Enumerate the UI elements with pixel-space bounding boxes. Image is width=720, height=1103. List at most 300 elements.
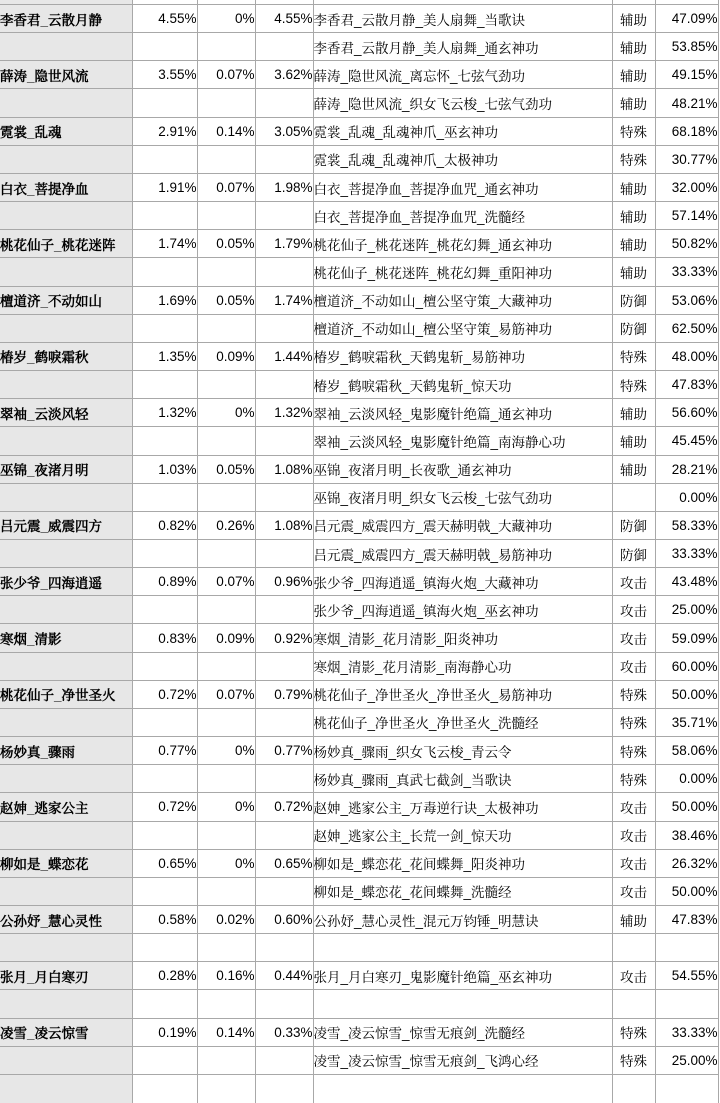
cell-name[interactable]: 公孙妤_慧心灵性 xyxy=(0,906,132,934)
cell-rate[interactable]: 0.00% xyxy=(655,765,718,793)
cell-role[interactable]: 辅助 xyxy=(612,5,655,33)
cell-name[interactable]: 椿岁_鹤唳霜秋 xyxy=(0,342,132,370)
cell-secondary[interactable] xyxy=(197,33,255,61)
cell-rate[interactable] xyxy=(655,990,718,1018)
cell-rate[interactable]: 49.15% xyxy=(655,61,718,89)
cell-total[interactable]: 0.92% xyxy=(255,624,313,652)
cell-build[interactable]: 寒烟_清影_花月清影_南海静心功 xyxy=(313,652,612,680)
cell-name[interactable]: 凌雪_凌云惊雪 xyxy=(0,1018,132,1046)
cell-role[interactable]: 辅助 xyxy=(612,33,655,61)
cell-rate[interactable]: 56.60% xyxy=(655,399,718,427)
cell-secondary[interactable]: 0.09% xyxy=(197,342,255,370)
cell-role[interactable]: 攻击 xyxy=(612,962,655,990)
cell-rate[interactable]: 33.33% xyxy=(655,539,718,567)
cell-build[interactable]: 桃花仙子_桃花迷阵_桃花幻舞_通玄神功 xyxy=(313,230,612,258)
cell-overall[interactable]: 0.83% xyxy=(132,624,197,652)
cell-name[interactable] xyxy=(0,258,132,286)
cell-name[interactable] xyxy=(0,427,132,455)
cell-overall[interactable] xyxy=(132,539,197,567)
cell-rate[interactable]: 0.00% xyxy=(655,483,718,511)
table-row xyxy=(0,793,718,821)
cell-build[interactable]: 霓裳_乱魂_乱魂神爪_巫玄神功 xyxy=(313,117,612,145)
cell-total[interactable]: 1.32% xyxy=(255,399,313,427)
cell-total[interactable]: 1.79% xyxy=(255,230,313,258)
cell-name[interactable]: 霓裳_乱魂 xyxy=(0,117,132,145)
cell-name[interactable] xyxy=(0,990,132,1018)
cell-role[interactable]: 防御 xyxy=(612,314,655,342)
cell-build[interactable]: 檀道济_不动如山_檀公坚守策_大藏神功 xyxy=(313,286,612,314)
cell-name[interactable]: 张月_月白寒刃 xyxy=(0,962,132,990)
cell-build[interactable]: 薛涛_隐世风流_离忘怀_七弦气劲功 xyxy=(313,61,612,89)
cell-secondary[interactable] xyxy=(197,877,255,905)
cell-build[interactable]: 吕元震_威震四方_震天赫明戟_易筋神功 xyxy=(313,539,612,567)
cell-build[interactable]: 椿岁_鹤唳霜秋_天鹤鬼斩_惊天功 xyxy=(313,371,612,399)
cell-secondary[interactable] xyxy=(197,427,255,455)
cell-build[interactable]: 巫锦_夜渚月明_织女飞云梭_七弦气劲功 xyxy=(313,483,612,511)
cell-rate[interactable]: 43.48% xyxy=(655,568,718,596)
cell-secondary[interactable] xyxy=(197,258,255,286)
cell-total[interactable] xyxy=(255,258,313,286)
cell-overall[interactable]: 0.82% xyxy=(132,511,197,539)
cell-rate[interactable]: 58.06% xyxy=(655,737,718,765)
cell-total[interactable] xyxy=(255,145,313,173)
cell-name[interactable]: 杨妙真_骤雨 xyxy=(0,737,132,765)
cell-rate[interactable]: 68.18% xyxy=(655,117,718,145)
cell-build[interactable]: 薛涛_隐世风流_织女飞云梭_七弦气劲功 xyxy=(313,89,612,117)
cell-total[interactable]: 0.79% xyxy=(255,680,313,708)
cell-build[interactable]: 赵妽_逃家公主_万毒逆行诀_太极神功 xyxy=(313,793,612,821)
cell-overall[interactable]: 0.72% xyxy=(132,680,197,708)
cell-rate[interactable]: 47.09% xyxy=(655,5,718,33)
table-row xyxy=(0,173,718,201)
cell-total[interactable] xyxy=(255,1046,313,1074)
table-row xyxy=(0,314,718,342)
cell-build[interactable]: 翠袖_云淡风轻_鬼影魔针绝篇_南海静心功 xyxy=(313,427,612,455)
cell-overall[interactable]: 4.55% xyxy=(132,5,197,33)
table-row xyxy=(0,230,718,258)
cell-total[interactable]: 1.44% xyxy=(255,342,313,370)
cell-secondary[interactable] xyxy=(197,765,255,793)
cell-overall[interactable]: 1.69% xyxy=(132,286,197,314)
cell-name[interactable]: 张少爷_四海逍遥 xyxy=(0,568,132,596)
cell-rate[interactable]: 59.09% xyxy=(655,624,718,652)
cell-role[interactable]: 特殊 xyxy=(612,117,655,145)
cell-overall[interactable] xyxy=(132,145,197,173)
cell-rate[interactable]: 50.00% xyxy=(655,680,718,708)
cell-name[interactable] xyxy=(0,596,132,624)
cell-overall[interactable]: 0.89% xyxy=(132,568,197,596)
cell-overall[interactable] xyxy=(132,371,197,399)
cell-build[interactable]: 凌雪_凌云惊雪_惊雪无痕剑_飞鸿心经 xyxy=(313,1046,612,1074)
cell-secondary[interactable] xyxy=(197,314,255,342)
cell-total[interactable] xyxy=(255,427,313,455)
cell-rate[interactable]: 57.14% xyxy=(655,202,718,230)
cell-secondary[interactable]: 0.14% xyxy=(197,1018,255,1046)
cell-secondary[interactable]: 0% xyxy=(197,737,255,765)
cell-secondary[interactable]: 0.07% xyxy=(197,61,255,89)
cell-name[interactable] xyxy=(0,934,132,962)
cell-total[interactable] xyxy=(255,539,313,567)
cell-secondary[interactable] xyxy=(197,483,255,511)
cell-secondary[interactable]: 0.05% xyxy=(197,455,255,483)
cell-role[interactable]: 特殊 xyxy=(612,708,655,736)
cell-total[interactable] xyxy=(255,652,313,680)
cell-name[interactable] xyxy=(0,877,132,905)
cell-role[interactable]: 辅助 xyxy=(612,906,655,934)
cell-overall[interactable] xyxy=(132,483,197,511)
cell-overall[interactable] xyxy=(132,596,197,624)
cell-build[interactable]: 白衣_菩提净血_菩提净血咒_洗髓经 xyxy=(313,202,612,230)
cell-secondary[interactable] xyxy=(197,371,255,399)
cell-role[interactable]: 辅助 xyxy=(612,427,655,455)
table-row xyxy=(0,821,718,849)
cell-secondary[interactable] xyxy=(197,89,255,117)
cell-name[interactable]: 翠袖_云淡风轻 xyxy=(0,399,132,427)
table-row xyxy=(0,61,718,89)
cell-name[interactable]: 桃花仙子_净世圣火 xyxy=(0,680,132,708)
table-row xyxy=(0,399,718,427)
cell-role[interactable]: 辅助 xyxy=(612,202,655,230)
cell-build[interactable]: 翠袖_云淡风轻_鬼影魔针绝篇_通玄神功 xyxy=(313,399,612,427)
cell-overall[interactable]: 1.35% xyxy=(132,342,197,370)
cell-total[interactable]: 0.72% xyxy=(255,793,313,821)
cell-build[interactable]: 张月_月白寒刃_鬼影魔针绝篇_巫玄神功 xyxy=(313,962,612,990)
cell-overall[interactable] xyxy=(132,765,197,793)
cell-build[interactable] xyxy=(313,934,612,962)
cell-secondary[interactable]: 0.05% xyxy=(197,230,255,258)
cell-secondary[interactable]: 0.07% xyxy=(197,173,255,201)
cell-name[interactable] xyxy=(0,202,132,230)
cell-secondary[interactable] xyxy=(197,202,255,230)
cell-overall[interactable]: 0.77% xyxy=(132,737,197,765)
cell-build[interactable]: 杨妙真_骤雨_织女飞云梭_青云令 xyxy=(313,737,612,765)
cell-role[interactable]: 特殊 xyxy=(612,342,655,370)
cell-role[interactable]: 辅助 xyxy=(612,230,655,258)
cell-overall[interactable] xyxy=(132,1046,197,1074)
cell-overall[interactable]: 1.91% xyxy=(132,173,197,201)
cell-build[interactable]: 巫锦_夜渚月明_长夜歌_通玄神功 xyxy=(313,455,612,483)
cell-build[interactable]: 霓裳_乱魂_乱魂神爪_太极神功 xyxy=(313,145,612,173)
table-row xyxy=(0,342,718,370)
cell-overall[interactable] xyxy=(132,1074,197,1102)
cell-secondary[interactable]: 0% xyxy=(197,793,255,821)
table-row xyxy=(0,483,718,511)
cell-build[interactable]: 柳如是_蝶恋花_花间蝶舞_洗髓经 xyxy=(313,877,612,905)
cell-total[interactable]: 1.74% xyxy=(255,286,313,314)
cell-total[interactable] xyxy=(255,1074,313,1102)
cell-build[interactable]: 凌雪_凌云惊雪_惊雪无痕剑_洗髓经 xyxy=(313,1018,612,1046)
cell-role[interactable]: 辅助 xyxy=(612,89,655,117)
cell-name[interactable] xyxy=(0,539,132,567)
cell-name[interactable] xyxy=(0,371,132,399)
cell-name[interactable] xyxy=(0,145,132,173)
cell-name[interactable] xyxy=(0,89,132,117)
cell-rate[interactable]: 30.77% xyxy=(655,145,718,173)
cell-overall[interactable] xyxy=(132,258,197,286)
cell-name[interactable]: 寒烟_清影 xyxy=(0,624,132,652)
cell-rate[interactable]: 54.55% xyxy=(655,962,718,990)
cell-rate[interactable]: 50.82% xyxy=(655,230,718,258)
cell-build[interactable]: 吕元震_威震四方_震天赫明戟_大藏神功 xyxy=(313,511,612,539)
cell-role[interactable]: 辅助 xyxy=(612,455,655,483)
cell-secondary[interactable] xyxy=(197,596,255,624)
cell-name[interactable]: 柳如是_蝶恋花 xyxy=(0,849,132,877)
cell-build[interactable] xyxy=(313,1074,612,1102)
cell-build[interactable]: 赵妽_逃家公主_长荒一剑_惊天功 xyxy=(313,821,612,849)
cell-overall[interactable] xyxy=(132,652,197,680)
cell-total[interactable]: 0.60% xyxy=(255,906,313,934)
cell-build[interactable]: 白衣_菩提净血_菩提净血咒_通玄神功 xyxy=(313,173,612,201)
cell-name[interactable]: 白衣_菩提净血 xyxy=(0,173,132,201)
cell-overall[interactable]: 0.65% xyxy=(132,849,197,877)
cell-role[interactable] xyxy=(612,990,655,1018)
cell-total[interactable]: 1.08% xyxy=(255,511,313,539)
cell-role[interactable]: 辅助 xyxy=(612,61,655,89)
cell-secondary[interactable] xyxy=(197,990,255,1018)
cell-overall[interactable] xyxy=(132,934,197,962)
cell-role[interactable]: 防御 xyxy=(612,286,655,314)
cell-rate[interactable]: 48.00% xyxy=(655,342,718,370)
cell-rate[interactable]: 38.46% xyxy=(655,821,718,849)
cell-secondary[interactable]: 0% xyxy=(197,5,255,33)
cell-build[interactable]: 檀道济_不动如山_檀公坚守策_易筋神功 xyxy=(313,314,612,342)
cell-overall[interactable]: 1.74% xyxy=(132,230,197,258)
cell-overall[interactable]: 0.72% xyxy=(132,793,197,821)
table-row xyxy=(0,511,718,539)
cell-total[interactable]: 0.77% xyxy=(255,737,313,765)
table-row xyxy=(0,258,718,286)
cell-rate[interactable]: 32.00% xyxy=(655,173,718,201)
cell-total[interactable]: 0.44% xyxy=(255,962,313,990)
cell-name[interactable]: 桃花仙子_桃花迷阵 xyxy=(0,230,132,258)
cell-build[interactable]: 柳如是_蝶恋花_花间蝶舞_阳炎神功 xyxy=(313,849,612,877)
cell-role[interactable]: 特殊 xyxy=(612,145,655,173)
cell-build[interactable]: 公孙妤_慧心灵性_混元万钧锤_明慧诀 xyxy=(313,906,612,934)
cell-rate[interactable] xyxy=(655,934,718,962)
cell-secondary[interactable]: 0% xyxy=(197,849,255,877)
cell-overall[interactable] xyxy=(132,708,197,736)
cell-total[interactable] xyxy=(255,934,313,962)
cell-name[interactable] xyxy=(0,33,132,61)
cell-name[interactable]: 李香君_云散月静 xyxy=(0,5,132,33)
cell-build[interactable]: 杨妙真_骤雨_真武七截剑_当歌诀 xyxy=(313,765,612,793)
cell-rate[interactable]: 47.83% xyxy=(655,906,718,934)
cell-role[interactable]: 攻击 xyxy=(612,568,655,596)
cell-total[interactable]: 1.98% xyxy=(255,173,313,201)
cell-total[interactable] xyxy=(255,483,313,511)
cell-role[interactable]: 攻击 xyxy=(612,596,655,624)
table-row xyxy=(0,145,718,173)
cell-secondary[interactable]: 0.14% xyxy=(197,117,255,145)
cell-build[interactable]: 李香君_云散月静_美人扇舞_通玄神功 xyxy=(313,33,612,61)
cell-role[interactable]: 攻击 xyxy=(612,624,655,652)
cell-name[interactable]: 赵妽_逃家公主 xyxy=(0,793,132,821)
table-row xyxy=(0,1018,718,1046)
cell-overall[interactable] xyxy=(132,89,197,117)
table-row xyxy=(0,427,718,455)
cell-rate[interactable]: 53.06% xyxy=(655,286,718,314)
cell-build[interactable]: 李香君_云散月静_美人扇舞_当歌诀 xyxy=(313,5,612,33)
cell-build[interactable]: 张少爷_四海逍遥_镇海火炮_巫玄神功 xyxy=(313,596,612,624)
cell-total[interactable]: 3.05% xyxy=(255,117,313,145)
cell-secondary[interactable] xyxy=(197,934,255,962)
cell-overall[interactable] xyxy=(132,990,197,1018)
cell-total[interactable] xyxy=(255,33,313,61)
table-row xyxy=(0,737,718,765)
cell-build[interactable]: 张少爷_四海逍遥_镇海火炮_大藏神功 xyxy=(313,568,612,596)
cell-secondary[interactable]: 0% xyxy=(197,399,255,427)
cell-rate[interactable]: 25.00% xyxy=(655,596,718,624)
cell-role[interactable] xyxy=(612,1074,655,1102)
cell-build[interactable]: 桃花仙子_净世圣火_净世圣火_易筋神功 xyxy=(313,680,612,708)
cell-role[interactable]: 特殊 xyxy=(612,371,655,399)
cell-overall[interactable]: 2.91% xyxy=(132,117,197,145)
cell-rate[interactable]: 53.85% xyxy=(655,33,718,61)
cell-role[interactable]: 辅助 xyxy=(612,258,655,286)
cell-overall[interactable]: 1.32% xyxy=(132,399,197,427)
cell-total[interactable] xyxy=(255,990,313,1018)
cell-rate[interactable]: 33.33% xyxy=(655,1018,718,1046)
cell-total[interactable] xyxy=(255,596,313,624)
cell-name[interactable]: 檀道济_不动如山 xyxy=(0,286,132,314)
cell-total[interactable] xyxy=(255,202,313,230)
cell-secondary[interactable] xyxy=(197,145,255,173)
cell-overall[interactable] xyxy=(132,427,197,455)
cell-name[interactable] xyxy=(0,314,132,342)
cell-role[interactable]: 辅助 xyxy=(612,173,655,201)
cell-total[interactable] xyxy=(255,371,313,399)
cell-total[interactable] xyxy=(255,89,313,117)
table-row xyxy=(0,708,718,736)
cell-overall[interactable]: 1.03% xyxy=(132,455,197,483)
cell-name[interactable] xyxy=(0,483,132,511)
table-row xyxy=(0,371,718,399)
cell-rate[interactable]: 50.00% xyxy=(655,877,718,905)
table-row xyxy=(0,202,718,230)
cell-secondary[interactable]: 0.09% xyxy=(197,624,255,652)
table-row xyxy=(0,33,718,61)
cell-rate[interactable]: 50.00% xyxy=(655,793,718,821)
cell-secondary[interactable]: 0.05% xyxy=(197,286,255,314)
cell-role[interactable]: 攻击 xyxy=(612,652,655,680)
cell-name[interactable] xyxy=(0,1074,132,1102)
cell-name[interactable] xyxy=(0,821,132,849)
cell-rate[interactable]: 35.71% xyxy=(655,708,718,736)
cell-overall[interactable]: 0.19% xyxy=(132,1018,197,1046)
cell-total[interactable] xyxy=(255,877,313,905)
cell-total[interactable] xyxy=(255,314,313,342)
cell-secondary[interactable]: 0.26% xyxy=(197,511,255,539)
cell-total[interactable]: 0.33% xyxy=(255,1018,313,1046)
cell-name[interactable]: 巫锦_夜渚月明 xyxy=(0,455,132,483)
partial-row-bottom xyxy=(0,1074,718,1102)
cell-role[interactable]: 攻击 xyxy=(612,821,655,849)
cell-rate[interactable]: 60.00% xyxy=(655,652,718,680)
cell-secondary[interactable]: 0.16% xyxy=(197,962,255,990)
cell-total[interactable]: 0.65% xyxy=(255,849,313,877)
cell-rate[interactable]: 47.83% xyxy=(655,371,718,399)
cell-overall[interactable]: 3.55% xyxy=(132,61,197,89)
cell-total[interactable]: 0.96% xyxy=(255,568,313,596)
cell-overall[interactable]: 0.28% xyxy=(132,962,197,990)
cell-overall[interactable] xyxy=(132,821,197,849)
cell-build[interactable]: 桃花仙子_净世圣火_净世圣火_洗髓经 xyxy=(313,708,612,736)
cell-secondary[interactable] xyxy=(197,1046,255,1074)
cell-total[interactable]: 4.55% xyxy=(255,5,313,33)
cell-secondary[interactable] xyxy=(197,539,255,567)
cell-name[interactable] xyxy=(0,1046,132,1074)
cell-secondary[interactable]: 0.02% xyxy=(197,906,255,934)
cell-name[interactable]: 吕元震_威震四方 xyxy=(0,511,132,539)
cell-total[interactable] xyxy=(255,765,313,793)
cell-overall[interactable]: 0.58% xyxy=(132,906,197,934)
cell-rate[interactable]: 48.21% xyxy=(655,89,718,117)
cell-total[interactable] xyxy=(255,708,313,736)
cell-rate[interactable]: 45.45% xyxy=(655,427,718,455)
table-row xyxy=(0,934,718,962)
table-row xyxy=(0,962,718,990)
cell-secondary[interactable] xyxy=(197,1074,255,1102)
cell-build[interactable]: 寒烟_清影_花月清影_阳炎神功 xyxy=(313,624,612,652)
cell-role[interactable]: 攻击 xyxy=(612,877,655,905)
cell-role[interactable]: 特殊 xyxy=(612,680,655,708)
cell-role[interactable]: 特殊 xyxy=(612,737,655,765)
table-row xyxy=(0,624,718,652)
cell-secondary[interactable]: 0.07% xyxy=(197,680,255,708)
table-body xyxy=(0,5,718,1075)
cell-name[interactable] xyxy=(0,652,132,680)
cell-role[interactable] xyxy=(612,483,655,511)
table-row xyxy=(0,652,718,680)
cell-overall[interactable] xyxy=(132,314,197,342)
cell-total[interactable]: 1.08% xyxy=(255,455,313,483)
cell-overall[interactable] xyxy=(132,202,197,230)
cell-build[interactable]: 桃花仙子_桃花迷阵_桃花幻舞_重阳神功 xyxy=(313,258,612,286)
cell-name[interactable]: 薛涛_隐世风流 xyxy=(0,61,132,89)
cell-name[interactable] xyxy=(0,708,132,736)
cell-rate[interactable]: 62.50% xyxy=(655,314,718,342)
cell-overall[interactable] xyxy=(132,33,197,61)
cell-secondary[interactable]: 0.07% xyxy=(197,568,255,596)
cell-name[interactable] xyxy=(0,765,132,793)
cell-role[interactable]: 防御 xyxy=(612,511,655,539)
cell-overall[interactable] xyxy=(132,877,197,905)
cell-role[interactable] xyxy=(612,934,655,962)
cell-role[interactable]: 特殊 xyxy=(612,1046,655,1074)
cell-role[interactable]: 特殊 xyxy=(612,765,655,793)
cell-build[interactable]: 椿岁_鹤唳霜秋_天鹤鬼斩_易筋神功 xyxy=(313,342,612,370)
cell-role[interactable]: 攻击 xyxy=(612,793,655,821)
cell-total[interactable]: 3.62% xyxy=(255,61,313,89)
cell-total[interactable] xyxy=(255,821,313,849)
cell-role[interactable]: 防御 xyxy=(612,539,655,567)
cell-rate[interactable] xyxy=(655,1074,718,1102)
cell-rate[interactable]: 33.33% xyxy=(655,258,718,286)
cell-rate[interactable]: 25.00% xyxy=(655,1046,718,1074)
cell-role[interactable]: 辅助 xyxy=(612,399,655,427)
cell-role[interactable]: 攻击 xyxy=(612,849,655,877)
table-row xyxy=(0,877,718,905)
cell-secondary[interactable] xyxy=(197,821,255,849)
cell-role[interactable]: 特殊 xyxy=(612,1018,655,1046)
cell-rate[interactable]: 26.32% xyxy=(655,849,718,877)
cell-secondary[interactable] xyxy=(197,708,255,736)
cell-build[interactable] xyxy=(313,990,612,1018)
cell-rate[interactable]: 58.33% xyxy=(655,511,718,539)
table-row xyxy=(0,286,718,314)
cell-secondary[interactable] xyxy=(197,652,255,680)
cell-rate[interactable]: 28.21% xyxy=(655,455,718,483)
